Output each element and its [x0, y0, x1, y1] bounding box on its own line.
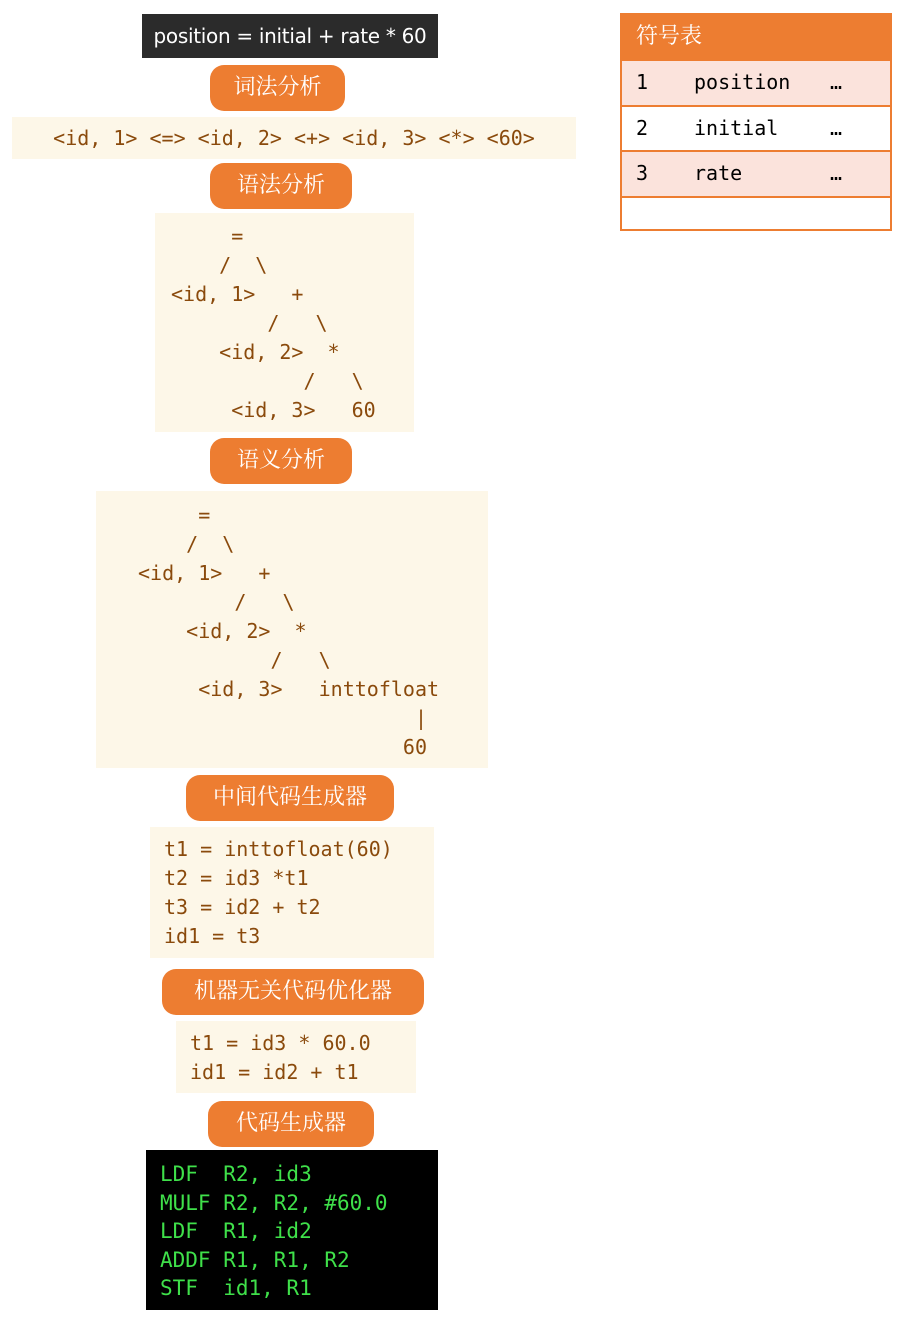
ir-code: t1 = inttofloat(60) t2 = id3 *t1 t3 = id2 + t2 id1 = t3 [164, 837, 393, 948]
phase-lexical-analysis: 词法分析 [210, 65, 345, 111]
symbol-table [620, 13, 892, 231]
symbol-index: 1 [636, 70, 649, 94]
symbol-table-row [622, 150, 890, 196]
symbol-table-title: 符号表 [622, 15, 890, 59]
phase-semantic-analysis: 语义分析 [210, 438, 352, 484]
ir-code-panel [150, 827, 434, 958]
syntax-tree-panel [155, 213, 414, 432]
symbol-attributes: … [830, 70, 843, 94]
symbol-name: position [694, 70, 791, 94]
phase-ir-generator: 中间代码生成器 [186, 775, 394, 821]
semantic-tree: = / \ <id, 1> + / \ <id, 2> * / \ <id, 3> inttofloat | 60 [138, 503, 440, 759]
symbol-table-row [622, 59, 890, 105]
symbol-index: 2 [636, 115, 649, 140]
symbol-name: initial [694, 115, 779, 140]
symbol-attributes: … [830, 115, 843, 140]
symbol-attributes: … [830, 161, 843, 185]
symbol-table-empty-row [622, 196, 890, 242]
symbol-name: rate [694, 161, 743, 185]
symbol-table-row [622, 105, 890, 151]
optimized-code: t1 = id3 * 60.0 id1 = id2 + t1 [190, 1031, 371, 1084]
symbol-index: 3 [636, 161, 649, 185]
phase-syntax-analysis: 语法分析 [210, 163, 352, 209]
token-stream: <id, 1> <=> <id, 2> <+> <id, 3> <*> <60> [12, 117, 576, 159]
syntax-tree: = / \ <id, 1> + / \ <id, 2> * / \ <id, 3> 60 [171, 224, 376, 422]
target-code-panel [146, 1150, 438, 1310]
optimized-code-panel [176, 1021, 416, 1093]
source-statement: position = initial + rate * 60 [142, 14, 438, 58]
semantic-tree-panel [96, 491, 488, 768]
phase-optimizer: 机器无关代码优化器 [162, 969, 424, 1015]
phase-code-generator: 代码生成器 [208, 1101, 374, 1147]
target-code: LDF R2, id3 MULF R2, R2, #60.0 LDF R1, id2 ADDF R1, R1, R2 STF id1, R1 [160, 1162, 388, 1300]
